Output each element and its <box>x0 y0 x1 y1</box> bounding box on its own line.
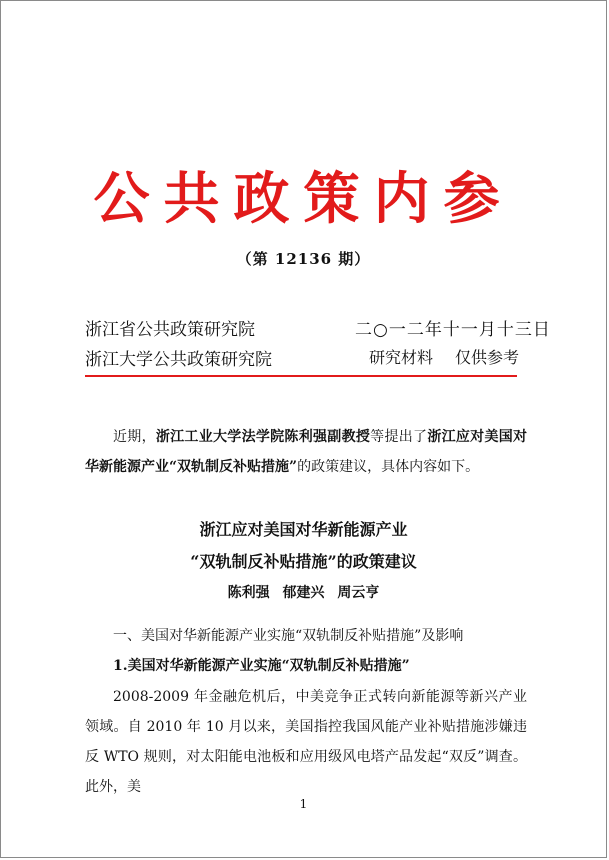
intro-tail: 的政策建议，具体内容如下。 <box>297 459 480 475</box>
header-divider <box>85 375 517 377</box>
author-name: 陈利强 <box>227 585 270 601</box>
article-authors <box>1 582 606 602</box>
note-research-material: 研究材料 <box>369 348 434 367</box>
publisher-org-1: 浙江省公共政策研究院 <box>85 320 255 340</box>
intro-lead: 近期， <box>113 429 156 445</box>
author-name: 郁建兴 <box>282 585 325 601</box>
article-title-line2: “双轨制反补贴措施”的政策建议 <box>190 552 417 571</box>
masthead-title: 公共政策内参 <box>93 166 514 232</box>
circulation-note <box>369 345 519 368</box>
publisher-org-2: 浙江大学公共政策研究院 <box>85 350 272 370</box>
body-paragraph: 2008-2009 年金融危机后，中美竞争正式转向新能源等新兴产业领域。自 2010 年 10 月以来，美国指控我国风能产业补贴措施涉嫌违反 WTO 规则，对太阳能电池板和应用级风电塔产品发起“双反”调查。此外，美 <box>85 689 527 795</box>
intro-paragraph <box>85 422 527 482</box>
section-heading-1: 一、美国对华新能源产业实施“双轨制反补贴措施”及影响 <box>113 628 464 644</box>
intro-topic: 浙江应对美国对华新能源产业“双轨制反补贴措施” <box>85 429 528 475</box>
subsection-heading-1: 1.美国对华新能源产业实施“双轨制反补贴措施” <box>113 658 410 674</box>
author-name: 周云亨 <box>337 585 380 601</box>
note-reference-only: 仅供参考 <box>455 348 520 367</box>
article-title-line1: 浙江应对美国对华新能源产业 <box>199 520 408 539</box>
intro-mid: 等提出了 <box>370 429 428 445</box>
publish-date: 二○一二年十一月十三日 <box>355 320 551 340</box>
issue-number: （第 12136 期） <box>236 250 371 268</box>
page-number: 1 <box>299 797 308 811</box>
intro-author-info: 浙江工业大学法学院陈利强副教授 <box>155 429 371 445</box>
